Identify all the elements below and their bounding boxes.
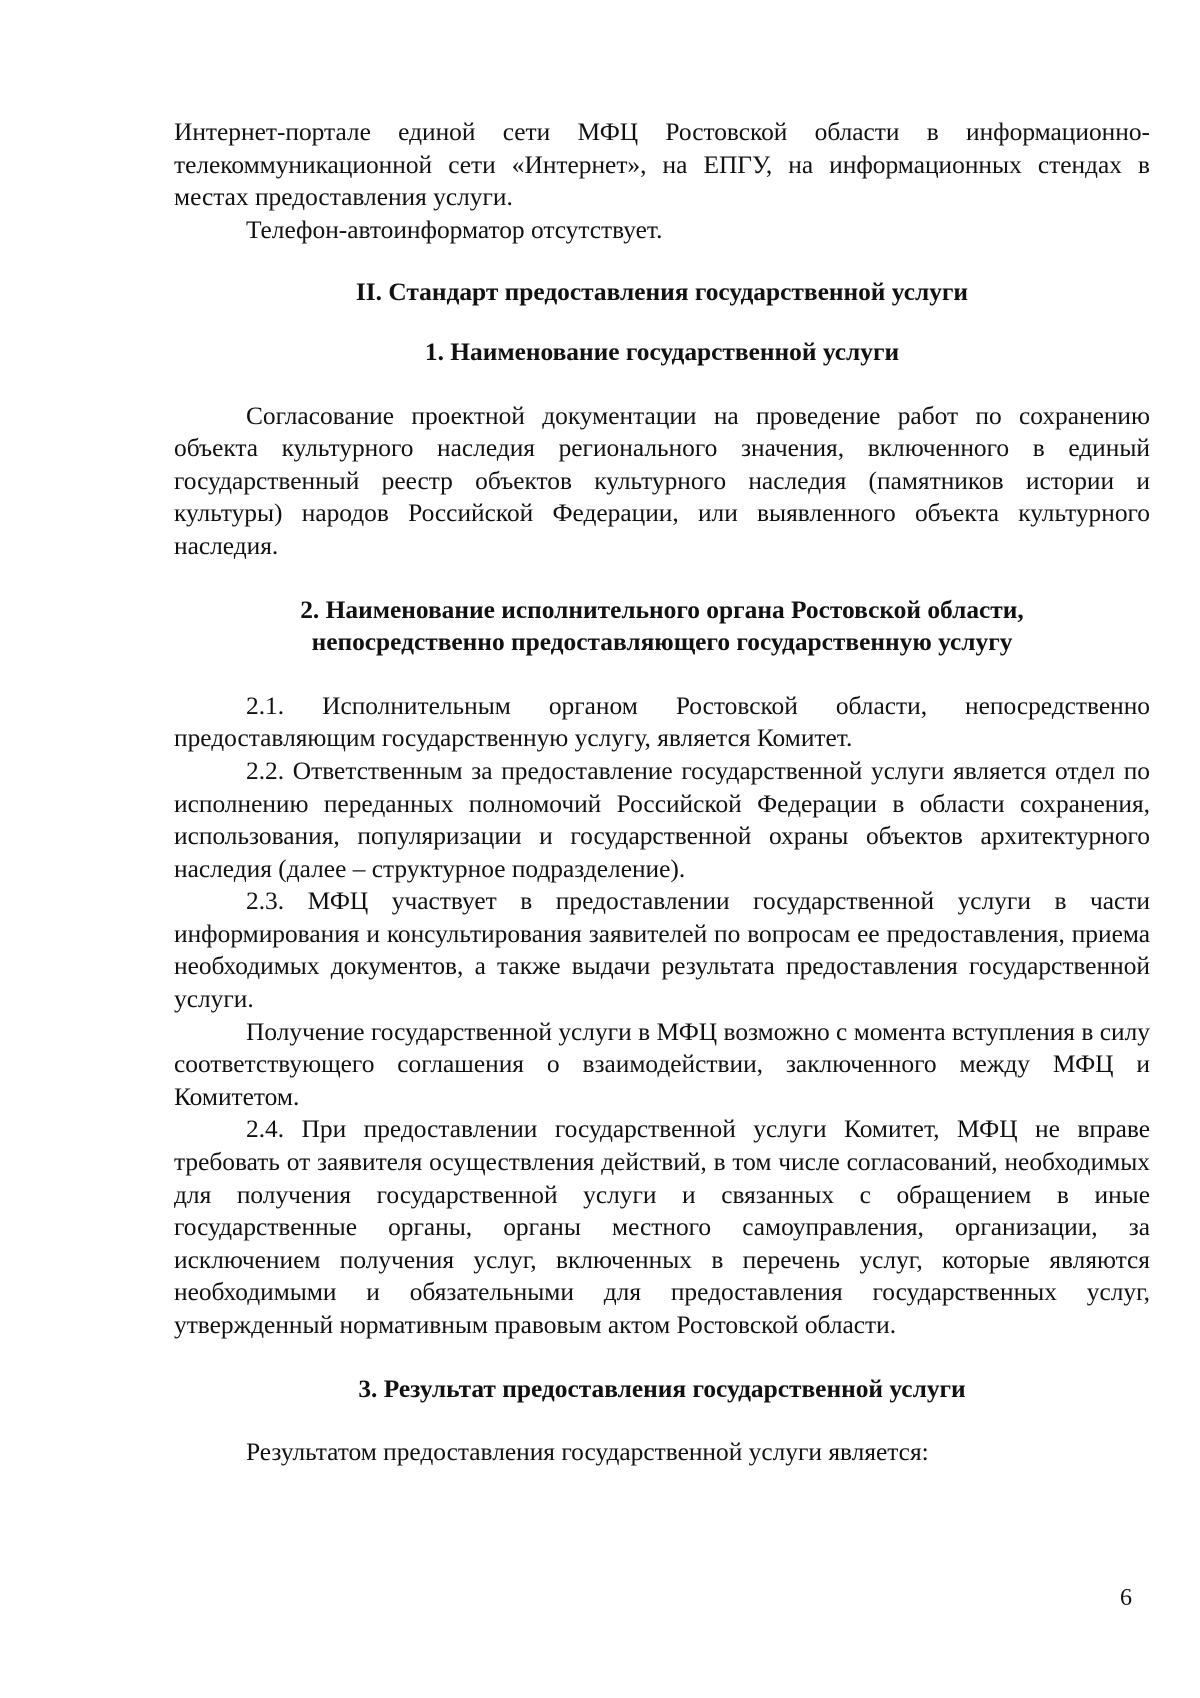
clause-2-2: 2.2. Ответственным за предоставление государственной услуги является отдел по исполнению переданных полномочий Российской Федерации в области сохранения, использования, популяризации и государственной охраны объектов архитектурного наследия (далее – структурное подразделение). xyxy=(174,756,1150,883)
spacer xyxy=(174,246,1150,276)
subsection-3-text: Результатом предоставления государственной услуги является: xyxy=(246,1438,929,1467)
intro-paragraph: Интернет-портале единой сети МФЦ Ростовской области в информационно-телекоммуникационной сети «Интернет», на ЕПГУ, на информационных стендах в местах предоставления услуги. xyxy=(174,118,1150,212)
spacer xyxy=(174,1405,1150,1436)
subsection-3-title: 3. Результат предоставления государственной услуги xyxy=(358,1374,966,1403)
subsection-2-title-line-2: непосредственно предоставляющего государственную услугу xyxy=(311,628,1013,657)
subsection-1-title: 1. Наименование государственной услуги xyxy=(424,337,900,366)
clause-2-3: 2.3. МФЦ участвует в предоставлении государственной услуги в части информирования и консультирования заявителей по вопросам ее предоставления, приема необходимых документов, а также выдачи результата предоставления государственной услуги. xyxy=(174,887,1150,1014)
clause-2-3-note: Получение государственной услуги в МФЦ возможно с момента вступления в силу соответствующего соглашения о взаимодействии, заключенного между МФЦ и Комитетом. xyxy=(174,1017,1150,1111)
subsection-1-text: Согласование проектной документации на проведение работ по сохранению объекта культурного наследия регионального значения, включенного в единый государственный реестр объектов культурного наследия (памятников истории и культуры) народов Российской Федерации, или выявленного объекта культурного наследия. xyxy=(174,401,1150,560)
page-number: 6 xyxy=(1120,1585,1132,1611)
clause-2-1: 2.1. Исполнительным органом Ростовской области, непосредственно предоставляющим государственную услугу, является Комитет. xyxy=(174,691,1150,753)
document-body xyxy=(174,116,1150,1469)
spacer xyxy=(174,563,1150,594)
spacer xyxy=(174,309,1150,336)
clause-2-4: 2.4. При предоставлении государственной услуги Комитет, МФЦ не вправе требовать от заявителя осуществления действий, в том числе согласований, необходимых для получения государственной услуги и связанных с обращением в иные государственные органы, органы местного самоуправления, организации, за исключением получения услуг, включенных в перечень услуг, которые являются необходимыми и обязательными для предоставления государственных услуг, утвержденный нормативным правовым актом Ростовской области. xyxy=(174,1115,1150,1339)
section-title: II. Стандарт предоставления государственной услуги xyxy=(355,278,969,307)
spacer xyxy=(174,369,1150,400)
intro-paragraph: Телефон-автоинформатор отсутствует. xyxy=(246,215,663,244)
spacer xyxy=(174,1342,1150,1373)
subsection-2-title xyxy=(174,594,1150,659)
subsection-2-title-line-1: 2. Наименование исполнительного органа Ростовской области, xyxy=(300,595,1024,624)
spacer xyxy=(174,659,1150,690)
